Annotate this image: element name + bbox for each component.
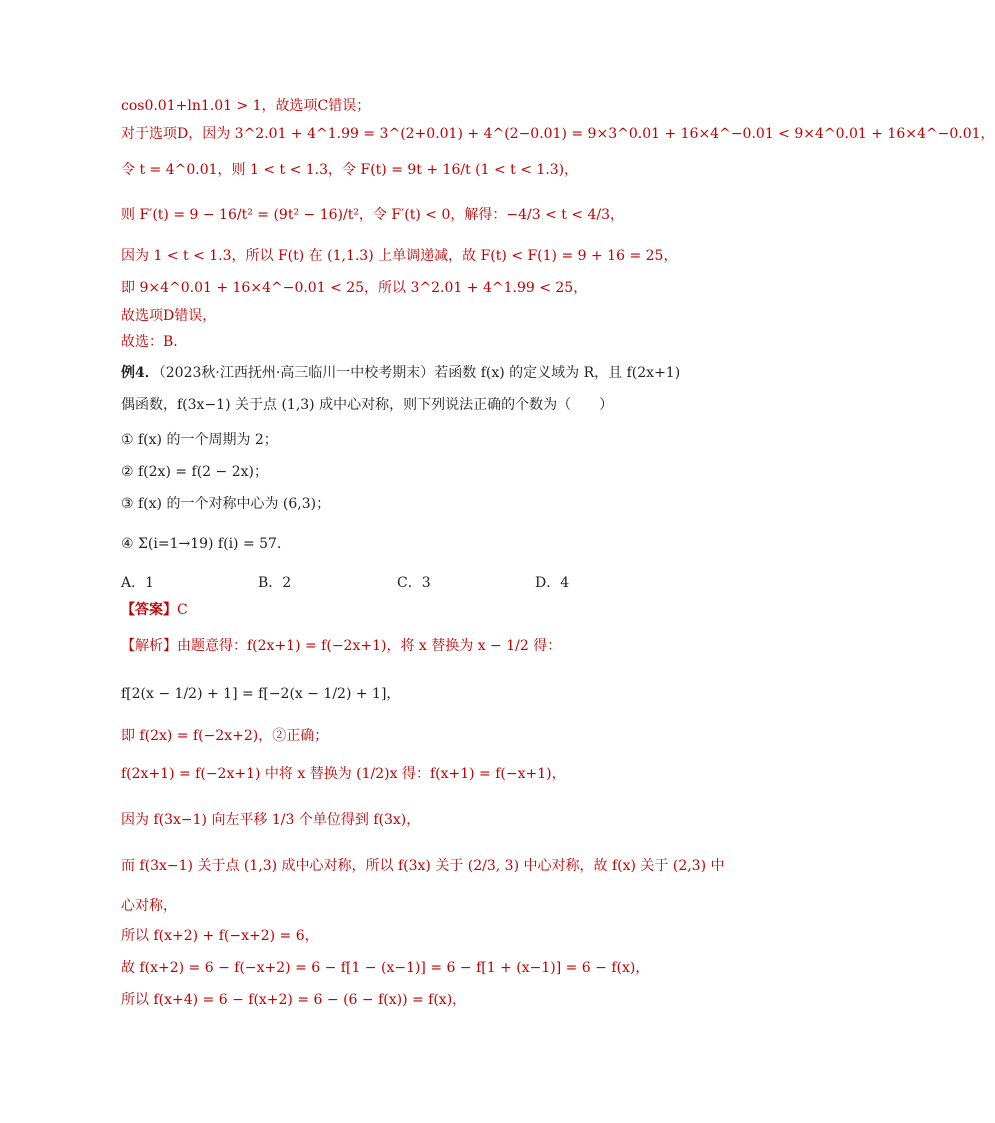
analysis-line-2: f[2(x − 1/2) + 1] = f[−2(x − 1/2) + 1]，	[121, 686, 401, 702]
solution-line-4: 则 F′(t) = 9 − 16/t² = (9t² − 16)/t²，令 F′(t) < 0，解得：−4/3 < t < 4/3，	[121, 207, 625, 223]
analysis-line-10: 所以 f(x+4) = 6 − f(x+2) = 6 − (6 − f(x)) = f(x)，	[121, 992, 467, 1008]
analysis-line-4: f(2x+1) = f(−2x+1) 中将 x 替换为 (1/2)x 得：f(x+1) = f(−x+1)，	[121, 766, 566, 782]
example-4-line-2: 偶函数，f(3x−1) 关于点 (1,3) 成中心对称，则下列说法正确的个数为（ ）	[121, 397, 614, 413]
solution-line-8: 故选：B．	[121, 334, 188, 350]
analysis-line-7: 心对称，	[121, 898, 177, 914]
statement-1: ① f(x) 的一个周期为 2；	[121, 432, 278, 448]
solution-line-7: 故选项D错误，	[121, 308, 217, 324]
option-b: B．2	[258, 575, 292, 591]
analysis-line-3: 即 f(2x) = f(−2x+2)，②正确；	[121, 728, 329, 744]
option-d: D．4	[535, 575, 570, 591]
option-a: A．1	[121, 575, 155, 591]
analysis-line-9: 故 f(x+2) = 6 − f(−x+2) = 6 − f[1 − (x−1)] = 6 − f[1 + (x−1)] = 6 − f(x)，	[121, 960, 650, 976]
example-4-heading: 例4．（2023秋·江西抚州·高三临川一中校考期末）若函数 f(x) 的定义域为 R，且 f(2x+1)	[121, 365, 681, 381]
option-c: C．3	[397, 575, 431, 591]
solution-line-2: 对于选项D，因为 3^2.01 + 4^1.99 = 3^(2+0.01) + 4^(2−0.01) = 9×3^0.01 + 16×4^−0.01 < 9×4^0.01 + 16×4^−0.01，	[121, 126, 995, 142]
answer-value: C	[177, 602, 188, 618]
analysis-line-6: 而 f(3x−1) 关于点 (1,3) 成中心对称，所以 f(3x) 关于 (2/3, 3) 中心对称，故 f(x) 关于 (2,3) 中	[121, 858, 725, 874]
analysis-line-5: 因为 f(3x−1) 向左平移 1/3 个单位得到 f(3x)，	[121, 812, 421, 828]
statement-2: ② f(2x) = f(2 − 2x)；	[121, 464, 268, 480]
solution-line-1: cos0.01+ln1.01 > 1，故选项C错误；	[121, 98, 371, 114]
analysis-line-8: 所以 f(x+2) + f(−x+2) = 6，	[121, 928, 319, 944]
statement-3: ③ f(x) 的一个对称中心为 (6,3)；	[121, 496, 331, 512]
answer-line	[121, 600, 188, 620]
analysis-line-1: 【解析】由题意得：f(2x+1) = f(−2x+1)，将 x 替换为 x − 1/2 得：	[121, 638, 562, 654]
solution-line-6: 即 9×4^0.01 + 16×4^−0.01 < 25，所以 3^2.01 + 4^1.99 < 25，	[121, 280, 588, 296]
solution-line-3: 令 t = 4^0.01，则 1 < t < 1.3，令 F(t) = 9t + 16/t (1 < t < 1.3)，	[121, 162, 579, 178]
statement-4: ④ Σ(i=1→19) f(i) = 57．	[121, 536, 291, 552]
solution-line-5: 因为 1 < t < 1.3，所以 F(t) 在 (1,1.3) 上单调递减，故 F(t) < F(1) = 9 + 16 = 25，	[121, 248, 678, 264]
answer-tag: 【答案】	[121, 602, 177, 618]
